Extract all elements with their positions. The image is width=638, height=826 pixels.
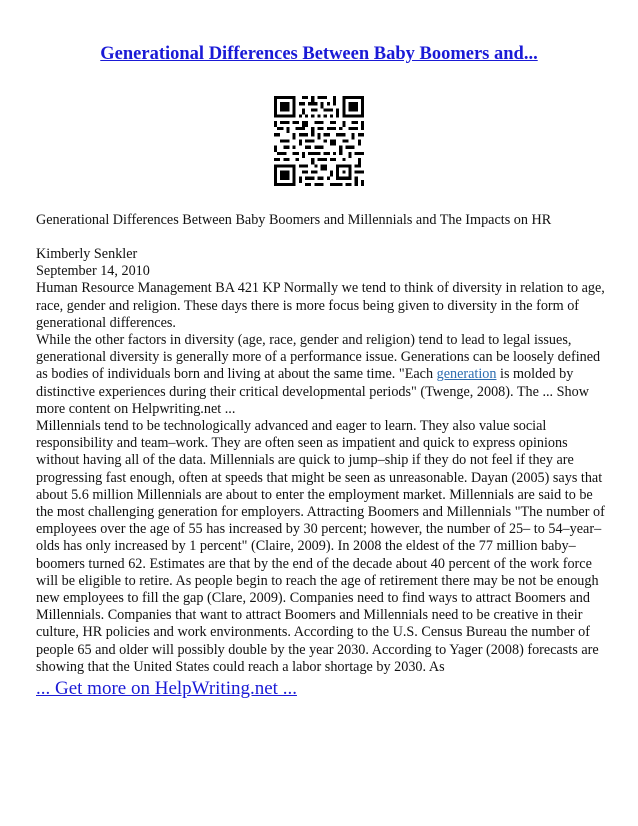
text-line: progressing fast enough, often at speeds that might be seen as unreasonable. Dayan (2005) says that [36,469,603,486]
generation-link[interactable]: generation [436,366,497,383]
text-line: boomers turned 62. Estimates are that by the end of the decade about 40 percent of the work force [36,555,592,572]
text-line: employees over the age of 55 has increased by 30 percent; however, the number of 25– to 54–year– [36,521,602,538]
text-line: generational differences. [36,314,176,331]
qr-code-icon [274,96,364,186]
text-line [36,366,608,383]
text-line: race, gender and religion. These days there is more focus being given to diversity in the form of [36,297,580,314]
text-line: more content on Helpwriting.net ... [36,400,236,417]
text-line-start: as bodies of individuals born and living at about the same time. "Each [36,366,437,383]
text-line: new employees to fill the gap (Clare, 2009). Companies need to find ways to attract Boomers and [36,590,590,607]
text-line: people 65 and older will possibly double by the year 2030. According to Yager (2008) forecasts are [36,641,599,658]
text-line: responsibility and team–work. They are often seen as impatient and quick to express opinions [36,435,568,452]
text-line: distinctive experiences during their critical developmental periods" (Twenge, 2008). The ... Show [36,383,589,400]
text-line: showing that the United States could reach a labor shortage by 2030. As [36,658,445,675]
title-link[interactable]: Generational Differences Between Baby Boomers and... [100,44,538,64]
get-more-link[interactable]: ... Get more on HelpWriting.net ... [36,678,297,699]
author-line: Kimberly Senkler [36,246,138,262]
text-line: without having all of the data. Millennials are quick to jump–ship if they do not feel if they are [36,452,574,469]
text-line: olds has only increased by 1 percent" (Claire, 2009). In 2008 the eldest of the 77 million baby– [36,538,576,555]
text-line: Millennials tend to be technologically advanced and eager to learn. They also value social [36,418,547,435]
text-line: about 5.6 million Millennials are about to enter the employment market. Millennials are said to be [36,486,593,503]
text-line: generational diversity is generally more of a performance issue. Generations can be loosely defined [36,349,601,366]
text-line-end: is molded by [496,366,574,383]
text-line: will be eligible to retire. As people begin to reach the age of retirement there may be not be enough [36,572,599,589]
document-heading: Generational Differences Between Baby Boomers and Millennials and The Impacts on HR [36,212,552,228]
text-line: Human Resource Management BA 421 KP Normally we tend to think of diversity in relation to age, [36,280,605,297]
text-line: the most challenging generation for employers. Attracting Boomers and Millennials "The number of [36,504,605,521]
text-line: Millennials. Companies that want to attract Boomers and Millennials need to be creative in their [36,607,583,624]
date-line: September 14, 2010 [36,263,150,280]
text-line: culture, HR policies and work environments. According to the U.S. Census Bureau the number of [36,624,590,641]
article-body [36,246,608,676]
text-line: While the other factors in diversity (age, race, gender and religion) tend to lead to legal issues, [36,332,572,349]
